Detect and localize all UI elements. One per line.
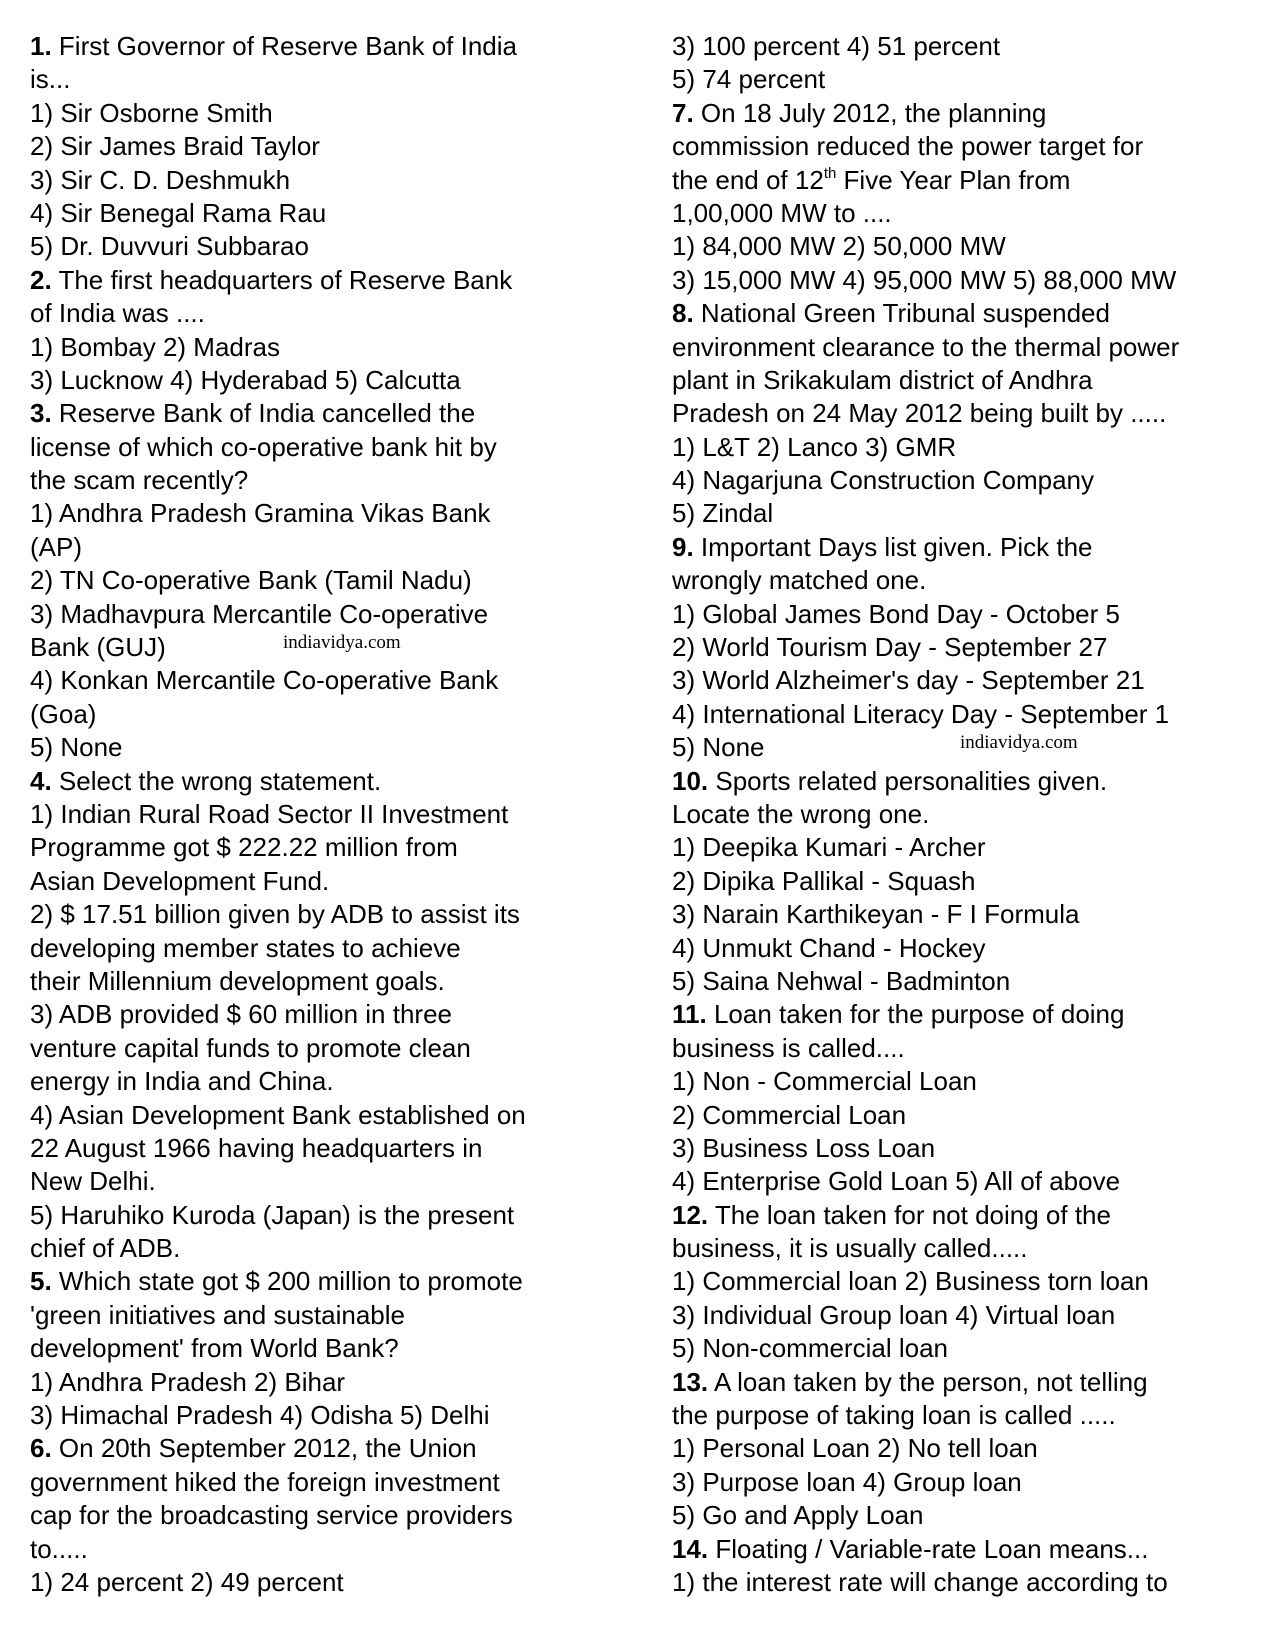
line-text: 1) Andhra Pradesh Gramina Vikas Bank: [30, 498, 491, 529]
text-line: [30, 230, 630, 263]
text-line: [30, 431, 630, 464]
text-line: [30, 1032, 630, 1065]
line-text: 3) Business Loss Loan: [672, 1132, 936, 1163]
question-line: [30, 264, 630, 297]
question-line: [672, 1366, 1252, 1399]
question-line: [30, 397, 630, 430]
line-text: 2) Sir James Braid Taylor: [30, 131, 320, 162]
text-line: [672, 364, 1252, 397]
line-text: to.....: [30, 1533, 88, 1564]
line-text: Sports related personalities given.: [708, 765, 1108, 796]
line-text: 2) Commercial Loan: [672, 1099, 907, 1130]
text-line: [30, 164, 630, 197]
line-text: is...: [30, 64, 71, 95]
text-line: [30, 1366, 630, 1399]
question-line: [30, 1265, 630, 1298]
text-line: [672, 1065, 1252, 1098]
line-text: Which state got $ 200 million to promote: [51, 1266, 523, 1297]
question-line: [672, 998, 1252, 1031]
line-text: 5) Haruhiko Kuroda (Japan) is the present: [30, 1199, 515, 1230]
question-line: [30, 1432, 630, 1465]
line-text: Bank (GUJ): [30, 632, 166, 663]
text-line: [30, 965, 630, 998]
line-text: Asian Development Fund.: [30, 865, 330, 896]
line-text: 4) International Literacy Day - September 1: [672, 698, 1170, 729]
text-line: [672, 932, 1252, 965]
text-line: [30, 531, 630, 564]
line-text: Programme got $ 222.22 million from: [30, 832, 458, 863]
line-text: 2) World Tourism Day - September 27: [672, 632, 1108, 663]
watermark-right: indiavidya.com: [960, 732, 1078, 753]
text-line: [672, 1165, 1252, 1198]
line-text: 22 August 1966 having headquarters in: [30, 1132, 483, 1163]
line-text: 1) Global James Bond Day - October 5: [672, 598, 1120, 629]
text-line: [30, 63, 630, 96]
text-line: [672, 1132, 1252, 1165]
line-text: business is called....: [672, 1032, 905, 1063]
line-text: 1) Andhra Pradesh 2) Bihar: [30, 1366, 346, 1397]
line-text: 3) ADB provided $ 60 million in three: [30, 999, 453, 1030]
line-text: commission reduced the power target for: [672, 131, 1144, 162]
line-text: (AP): [30, 531, 82, 562]
line-text: 5) 74 percent: [672, 64, 826, 95]
line-text: A loan taken by the person, not telling: [708, 1366, 1148, 1397]
question-number: 7.: [672, 97, 694, 128]
line-text: government hiked the foreign investment: [30, 1466, 500, 1497]
line-text: 3) World Alzheimer's day - September 21: [672, 665, 1145, 696]
text-line: [30, 1199, 630, 1232]
text-line: [672, 698, 1252, 731]
question-line: [672, 1533, 1252, 1566]
text-line: [672, 831, 1252, 864]
text-line: [30, 932, 630, 965]
line-text: Loan taken for the purpose of doing: [706, 999, 1125, 1030]
line-text: the purpose of taking loan is called .....: [672, 1400, 1116, 1431]
text-line: [672, 1399, 1252, 1432]
text-line: [672, 1566, 1252, 1599]
question-number: 13.: [672, 1366, 709, 1397]
line-text: 4) Sir Benegal Rama Rau: [30, 197, 327, 228]
line-text: 3) Individual Group loan 4) Virtual loan: [672, 1299, 1116, 1330]
text-line: [30, 1099, 630, 1132]
text-line: [30, 898, 630, 931]
text-line: [30, 1399, 630, 1432]
question-line: [30, 30, 630, 63]
text-line: [672, 230, 1252, 263]
line-text: 1) Bombay 2) Madras: [30, 331, 280, 362]
text-line: [672, 164, 1252, 197]
line-text: environment clearance to the thermal power: [672, 331, 1180, 362]
line-text: Pradesh on 24 May 2012 being built by .....: [672, 398, 1167, 429]
line-text: 4) Unmukt Chand - Hockey: [672, 932, 986, 963]
line-text: 2) Dipika Pallikal - Squash: [672, 865, 976, 896]
text-line: [672, 197, 1252, 230]
text-line: [672, 564, 1252, 597]
question-number: 9.: [672, 531, 694, 562]
text-line: [672, 1299, 1252, 1332]
text-line: [672, 1099, 1252, 1132]
text-line: [30, 1499, 630, 1532]
question-line: [672, 531, 1252, 564]
text-line: [30, 1566, 630, 1599]
text-line: [672, 1265, 1252, 1298]
line-text: business, it is usually called.....: [672, 1233, 1028, 1264]
text-line: [30, 1232, 630, 1265]
text-line: [672, 1032, 1252, 1065]
line-text: 5) None: [672, 732, 765, 763]
line-text: Select the wrong statement.: [51, 765, 382, 796]
text-line: [672, 431, 1252, 464]
text-line: [30, 1332, 630, 1365]
text-line: [30, 497, 630, 530]
line-text: license of which co-operative bank hit by: [30, 431, 497, 462]
line-text: the scam recently?: [30, 465, 249, 496]
text-line: [30, 698, 630, 731]
line-text: On 18 July 2012, the planning: [693, 97, 1047, 128]
question-number: 5.: [30, 1266, 52, 1297]
line-text: plant in Srikakulam district of Andhra: [672, 364, 1093, 395]
text-line: [672, 1432, 1252, 1465]
text-line: [672, 1466, 1252, 1499]
text-line: [672, 1332, 1252, 1365]
line-text: 3) Purpose loan 4) Group loan: [672, 1466, 1022, 1497]
text-line: [30, 130, 630, 163]
line-text: 5) Go and Apply Loan: [672, 1500, 924, 1531]
text-line: [30, 97, 630, 130]
text-line: [30, 331, 630, 364]
line-text: 1) the interest rate will change according to: [672, 1566, 1168, 1597]
text-line: [672, 1499, 1252, 1532]
right-column: [672, 30, 1252, 1599]
line-text: National Green Tribunal suspended: [693, 298, 1110, 329]
line-text: chief of ADB.: [30, 1233, 181, 1264]
text-line: [672, 898, 1252, 931]
line-text: 5) Non-commercial loan: [672, 1333, 948, 1364]
line-text: 1) Indian Rural Road Sector II Investment: [30, 798, 509, 829]
line-text: 2) $ 17.51 billion given by ADB to assist its: [30, 899, 520, 930]
text-line: [30, 998, 630, 1031]
text-line: [30, 1466, 630, 1499]
line-text: 5) None: [30, 732, 123, 763]
question-number: 11.: [672, 999, 707, 1030]
line-text: Reserve Bank of India cancelled the: [51, 398, 476, 429]
line-text: 3) Narain Karthikeyan - F I Formula: [672, 899, 1080, 930]
text-line: [672, 464, 1252, 497]
question-number: 6.: [30, 1433, 52, 1464]
text-line: [30, 297, 630, 330]
question-number: 3.: [30, 398, 52, 429]
line-text: New Delhi.: [30, 1166, 156, 1197]
text-line: [672, 497, 1252, 530]
line-text: (Goa): [30, 698, 97, 729]
line-text: 4) Konkan Mercantile Co-operative Bank: [30, 665, 499, 696]
line-text: the end of 12: [672, 164, 824, 195]
text-line: [672, 397, 1252, 430]
line-text: 3) Lucknow 4) Hyderabad 5) Calcutta: [30, 364, 461, 395]
question-number: 2.: [30, 264, 52, 295]
line-text: venture capital funds to promote clean: [30, 1032, 471, 1063]
question-line: [672, 1199, 1252, 1232]
line-text-after: Five Year Plan from: [836, 164, 1071, 195]
watermark-left: indiavidya.com: [283, 632, 401, 653]
text-line: [30, 865, 630, 898]
question-line: [672, 765, 1252, 798]
line-text: 1,00,000 MW to ....: [672, 197, 892, 228]
text-line: [30, 464, 630, 497]
line-text: wrongly matched one.: [672, 565, 927, 596]
line-text: of India was ....: [30, 298, 205, 329]
line-text: cap for the broadcasting service providers: [30, 1500, 513, 1531]
line-text: 'green initiatives and sustainable: [30, 1299, 405, 1330]
text-line: [672, 30, 1252, 63]
text-line: [672, 865, 1252, 898]
text-line: [30, 564, 630, 597]
line-text: developing member states to achieve: [30, 932, 461, 963]
text-line: [672, 664, 1252, 697]
text-line: [30, 364, 630, 397]
line-text: The loan taken for not doing of the: [708, 1199, 1111, 1230]
text-line: [672, 798, 1252, 831]
line-text: their Millennium development goals.: [30, 965, 445, 996]
superscript: th: [823, 164, 837, 182]
text-line: [30, 831, 630, 864]
text-line: [672, 631, 1252, 664]
line-text: 5) Saina Nehwal - Badminton: [672, 965, 1011, 996]
question-line: [672, 97, 1252, 130]
line-text: 1) Sir Osborne Smith: [30, 97, 273, 128]
question-number: 1.: [30, 31, 52, 61]
line-text: The first headquarters of Reserve Bank: [51, 264, 513, 295]
text-line: [30, 1299, 630, 1332]
line-text: On 20th September 2012, the Union: [51, 1433, 477, 1464]
text-line: [30, 1533, 630, 1566]
line-text: 5) Zindal: [672, 498, 774, 529]
text-line: [672, 264, 1252, 297]
question-number: 4.: [30, 765, 52, 796]
line-text: 2) TN Co-operative Bank (Tamil Nadu): [30, 565, 472, 596]
question-number: 12.: [672, 1199, 709, 1230]
line-text: 1) L&T 2) Lanco 3) GMR: [672, 431, 957, 462]
line-text: 4) Enterprise Gold Loan 5) All of above: [672, 1166, 1121, 1197]
text-line: [672, 130, 1252, 163]
line-text: 3) Madhavpura Mercantile Co-operative: [30, 598, 489, 629]
line-text: development' from World Bank?: [30, 1333, 399, 1364]
text-line: [30, 197, 630, 230]
question-line: [672, 297, 1252, 330]
text-line: [30, 1132, 630, 1165]
line-text: energy in India and China.: [30, 1066, 334, 1097]
line-text: Important Days list given. Pick the: [693, 531, 1093, 562]
line-text: Floating / Variable-rate Loan means...: [708, 1533, 1149, 1564]
line-text: 1) 84,000 MW 2) 50,000 MW: [672, 231, 1006, 262]
line-text: First Governor of Reserve Bank of India: [51, 31, 517, 61]
text-line: [672, 63, 1252, 96]
line-text: 1) 24 percent 2) 49 percent: [30, 1566, 344, 1597]
line-text: 4) Nagarjuna Construction Company: [672, 465, 1094, 496]
text-line: [30, 1065, 630, 1098]
text-line: [30, 1165, 630, 1198]
text-line: [30, 731, 630, 764]
line-text: 3) 100 percent 4) 51 percent: [672, 31, 1001, 61]
line-text: 1) Non - Commercial Loan: [672, 1066, 977, 1097]
line-text: 1) Personal Loan 2) No tell loan: [672, 1433, 1038, 1464]
text-line: [30, 798, 630, 831]
text-line: [672, 965, 1252, 998]
line-text: Locate the wrong one.: [672, 798, 930, 829]
text-line: [672, 1232, 1252, 1265]
text-line: [672, 331, 1252, 364]
line-text: 3) 15,000 MW 4) 95,000 MW 5) 88,000 MW: [672, 264, 1177, 295]
text-line: [30, 664, 630, 697]
line-text: 5) Dr. Duvvuri Subbarao: [30, 231, 309, 262]
line-text: 1) Commercial loan 2) Business torn loan: [672, 1266, 1149, 1297]
question-line: [30, 765, 630, 798]
line-text: 4) Asian Development Bank established on: [30, 1099, 526, 1130]
line-text: 3) Sir C. D. Deshmukh: [30, 164, 291, 195]
line-text: 3) Himachal Pradesh 4) Odisha 5) Delhi: [30, 1400, 490, 1431]
text-line: [30, 598, 630, 631]
text-line: [672, 598, 1252, 631]
left-column: [30, 30, 630, 1599]
line-text: 1) Deepika Kumari - Archer: [672, 832, 986, 863]
question-number: 8.: [672, 298, 694, 329]
question-number: 10.: [672, 765, 709, 796]
question-number: 14.: [672, 1533, 709, 1564]
